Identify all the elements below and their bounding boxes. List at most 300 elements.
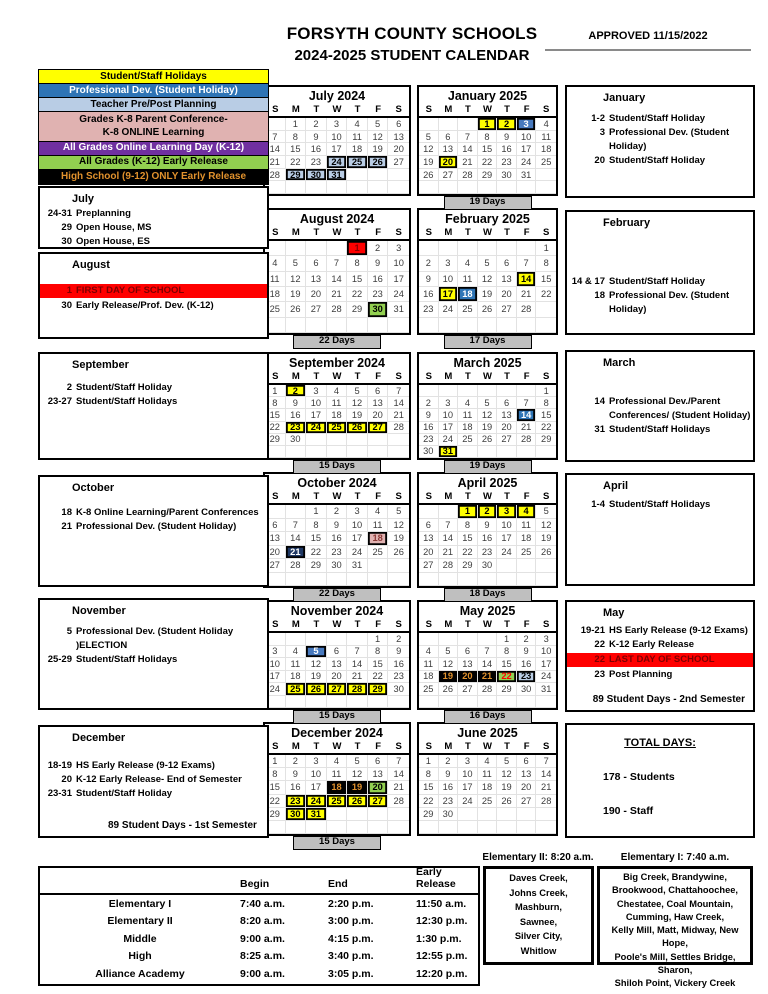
week-row bbox=[419, 422, 556, 434]
calendar-day-cell bbox=[419, 821, 439, 834]
calendar-day-cell: 24 bbox=[536, 671, 556, 684]
calendar-day-cell: 19 bbox=[419, 156, 439, 169]
weekday-label: W bbox=[332, 371, 342, 382]
calendar-day-cell: 30 bbox=[497, 169, 517, 182]
calendar-day-cell: 24 bbox=[388, 287, 409, 302]
week-row bbox=[265, 646, 409, 659]
calendar-day-cell bbox=[347, 318, 368, 333]
note-date: 23-27 bbox=[47, 396, 72, 407]
zone-school-line: Kelly Mill, Matt, Midway, New Hope, bbox=[611, 925, 739, 949]
calendar-day-cell: 19 bbox=[388, 532, 409, 546]
week-row bbox=[419, 181, 556, 194]
note-text: Student/Staff Holiday bbox=[76, 382, 173, 393]
week-row bbox=[265, 658, 409, 671]
calendar-day-cell: 29 bbox=[536, 434, 556, 446]
calendar-day-cell: 5 bbox=[368, 118, 389, 131]
calendar-day-cell: 14 bbox=[265, 143, 286, 156]
calendar-day-cell: 12 bbox=[368, 131, 389, 144]
weekday-label: S bbox=[543, 491, 550, 502]
week-row bbox=[419, 169, 556, 182]
note-row bbox=[40, 520, 267, 534]
calendar-day-cell: 9 bbox=[286, 768, 307, 781]
month-title: July 2024 bbox=[308, 89, 366, 103]
weekday-header-row bbox=[419, 741, 556, 755]
color-legend bbox=[38, 71, 269, 185]
calendar-day-cell: 1 bbox=[458, 505, 478, 519]
calendar-day-cell: 23 bbox=[439, 795, 459, 808]
calendar-day-cell: 18 bbox=[265, 287, 286, 302]
calendar-day-cell: 12 bbox=[497, 768, 517, 781]
calendar-day-cell bbox=[368, 169, 389, 182]
calendar-day-cell: 9 bbox=[497, 131, 517, 144]
note-text: Student/Staff Holidays bbox=[609, 424, 711, 435]
week-row bbox=[419, 755, 556, 768]
weekday-label: S bbox=[543, 619, 550, 630]
calendar-day-cell: 25 bbox=[458, 302, 478, 317]
calendar-day-cell: 23 bbox=[497, 156, 517, 169]
calendar-day-cell bbox=[517, 808, 537, 821]
note-date: 2 bbox=[66, 382, 72, 393]
calendar-day-cell: 10 bbox=[306, 397, 327, 409]
weekday-label: F bbox=[375, 741, 382, 752]
week-row bbox=[265, 272, 409, 287]
legend-label: Grades K-8 Parent Conference- bbox=[79, 114, 228, 126]
weekday-label: W bbox=[483, 619, 492, 630]
totals-staff: 190 - Staff bbox=[603, 805, 654, 817]
calendar-day-cell: 26 bbox=[306, 683, 327, 696]
calendar-day-cell bbox=[327, 573, 348, 587]
calendar-grid bbox=[265, 241, 409, 333]
week-row bbox=[265, 808, 409, 821]
calendar-day-cell: 9 bbox=[306, 131, 327, 144]
weekday-label: T bbox=[354, 371, 361, 382]
page-subtitle: 2024-2025 STUDENT CALENDAR bbox=[294, 47, 530, 64]
calendar-day-cell bbox=[419, 318, 439, 333]
calendar-day-cell: 22 bbox=[368, 671, 389, 684]
weekday-label: F bbox=[523, 491, 530, 502]
approved-stamp: APPROVED 11/15/2022 bbox=[545, 30, 751, 51]
week-row bbox=[265, 505, 409, 519]
note-row bbox=[567, 653, 753, 667]
calendar-day-cell: 31 bbox=[517, 169, 537, 182]
calendar-day-cell: 28 bbox=[458, 169, 478, 182]
calendar-day-cell bbox=[419, 633, 439, 646]
weekday-label: M bbox=[291, 227, 300, 238]
note-row bbox=[40, 221, 267, 235]
calendar-day-cell: 1 bbox=[265, 385, 286, 397]
calendar-day-cell: 15 bbox=[536, 409, 556, 421]
calendar-day-cell bbox=[536, 559, 556, 573]
calendar-day-cell: 5 bbox=[439, 646, 459, 659]
calendar-day-cell bbox=[536, 318, 556, 333]
note-date: 1-4 bbox=[591, 499, 605, 510]
calendar-day-cell: 16 bbox=[368, 272, 389, 287]
calendar-day-cell: 21 bbox=[388, 409, 409, 421]
calendar-day-cell: 28 bbox=[478, 683, 498, 696]
week-row bbox=[265, 118, 409, 131]
day-count-badge: 18 Days bbox=[444, 588, 532, 602]
calendar-day-cell: 2 bbox=[388, 633, 409, 646]
calendar-day-cell bbox=[517, 241, 537, 256]
calendar-day-cell bbox=[306, 318, 327, 333]
calendar-day-cell bbox=[419, 118, 439, 131]
week-row bbox=[265, 256, 409, 271]
calendar-day-cell: 24 bbox=[439, 302, 459, 317]
calendar-grid bbox=[419, 633, 556, 708]
calendar-day-cell: 2 bbox=[327, 505, 348, 519]
calendar-day-cell: 8 bbox=[265, 768, 286, 781]
bell-time-value: 12:20 p.m. bbox=[416, 967, 468, 980]
calendar-day-cell: 31 bbox=[439, 446, 459, 458]
note-text: K-8 Online Learning/Parent Conferences bbox=[76, 507, 259, 518]
note-rows bbox=[567, 498, 753, 512]
calendar-day-cell: 14 bbox=[517, 272, 537, 287]
note-row bbox=[567, 126, 753, 154]
calendar-day-cell: 25 bbox=[368, 546, 389, 560]
calendar-day-cell: 27 bbox=[419, 559, 439, 573]
calendar-day-cell bbox=[439, 633, 459, 646]
calendar-day-cell: 8 bbox=[536, 397, 556, 409]
note-row bbox=[40, 787, 267, 801]
calendar-day-cell: 2 bbox=[286, 755, 307, 768]
weekday-label: F bbox=[523, 741, 530, 752]
week-row bbox=[265, 821, 409, 834]
calendar-day-cell: 12 bbox=[388, 519, 409, 533]
bell-time-value: 9:00 a.m. bbox=[240, 967, 285, 980]
calendar-day-cell: 22 bbox=[536, 287, 556, 302]
calendar-day-cell: 7 bbox=[536, 755, 556, 768]
week-row bbox=[419, 559, 556, 573]
calendar-day-cell: 5 bbox=[388, 505, 409, 519]
weekday-label: M bbox=[444, 104, 453, 115]
weekday-label: T bbox=[504, 104, 510, 115]
day-count-badge: 16 Days bbox=[444, 710, 532, 724]
day-count-badge: 19 Days bbox=[444, 196, 532, 210]
calendar-day-cell: 20 bbox=[517, 781, 537, 794]
calendar-day-cell: 26 bbox=[388, 546, 409, 560]
note-month-title: May bbox=[603, 607, 625, 619]
calendar-day-cell: 6 bbox=[388, 118, 409, 131]
calendar-day-cell: 13 bbox=[306, 272, 327, 287]
zone-school-line: Sawnee, bbox=[519, 916, 558, 927]
calendar-day-cell: 12 bbox=[347, 397, 368, 409]
calendar-day-cell: 20 bbox=[497, 287, 517, 302]
note-box bbox=[38, 186, 269, 249]
zone-school-line: Johns Creek, bbox=[509, 887, 568, 898]
bell-schedule-row bbox=[40, 913, 478, 931]
calendar-day-cell: 4 bbox=[458, 256, 478, 271]
calendar-day-cell bbox=[368, 434, 389, 446]
calendar-day-cell: 19 bbox=[478, 422, 498, 434]
calendar-day-cell: 22 bbox=[419, 795, 439, 808]
note-date: 14 bbox=[594, 396, 605, 407]
note-text: Preplanning bbox=[76, 208, 131, 219]
calendar-day-cell: 10 bbox=[306, 768, 327, 781]
weekday-label: M bbox=[291, 619, 300, 630]
calendar-day-cell: 29 bbox=[419, 808, 439, 821]
calendar-day-cell bbox=[327, 696, 348, 709]
week-row bbox=[265, 143, 409, 156]
note-text: Student/Staff Holiday bbox=[609, 113, 706, 124]
calendar-day-cell: 21 bbox=[536, 781, 556, 794]
bell-school-label: Elementary I bbox=[108, 897, 172, 910]
note-text: Student/Staff Holidays bbox=[76, 654, 178, 665]
calendar-day-cell: 13 bbox=[368, 768, 389, 781]
calendar-day-cell bbox=[517, 318, 537, 333]
totals-box bbox=[565, 723, 755, 838]
calendar-day-cell bbox=[286, 505, 307, 519]
calendar-day-cell: 29 bbox=[368, 683, 389, 696]
weekday-label: M bbox=[291, 741, 300, 752]
weekday-header-row bbox=[265, 371, 409, 385]
note-row bbox=[567, 395, 753, 423]
calendar-day-cell: 28 bbox=[536, 795, 556, 808]
note-text: Professional Dev. (Student Holiday) bbox=[609, 290, 730, 315]
calendar-day-cell: 18 bbox=[478, 781, 498, 794]
calendar-day-cell: 24 bbox=[327, 156, 348, 169]
calendar-day-cell bbox=[419, 696, 439, 709]
week-row bbox=[265, 546, 409, 560]
calendar-day-cell bbox=[517, 559, 537, 573]
calendar-day-cell bbox=[478, 808, 498, 821]
note-date: 23-31 bbox=[47, 788, 72, 799]
week-row bbox=[265, 181, 409, 194]
zone-header: Elementary II: 8:20 a.m. bbox=[482, 852, 594, 863]
calendar-day-cell bbox=[497, 385, 517, 397]
calendar-day-cell: 24 bbox=[439, 434, 459, 446]
note-date: 14 & 17 bbox=[571, 276, 605, 287]
calendar-day-cell: 11 bbox=[458, 272, 478, 287]
calendar-day-cell: 9 bbox=[327, 519, 348, 533]
weekday-label: W bbox=[332, 227, 342, 238]
bell-schedule-row bbox=[40, 930, 478, 948]
calendar-day-cell: 12 bbox=[347, 768, 368, 781]
week-row bbox=[419, 573, 556, 587]
note-row bbox=[40, 284, 267, 298]
calendar-day-cell: 3 bbox=[439, 256, 459, 271]
calendar-day-cell bbox=[306, 434, 327, 446]
calendar-day-cell: 23 bbox=[306, 156, 327, 169]
calendar-day-cell: 11 bbox=[458, 409, 478, 421]
bell-column-header: End bbox=[328, 878, 348, 890]
calendar-day-cell bbox=[306, 446, 327, 458]
week-row bbox=[419, 287, 556, 302]
calendar-day-cell: 28 bbox=[517, 302, 537, 317]
calendar-day-cell: 23 bbox=[286, 795, 307, 808]
calendar-day-cell: 3 bbox=[327, 118, 348, 131]
calendar-day-cell: 28 bbox=[517, 434, 537, 446]
calendar-day-cell bbox=[388, 446, 409, 458]
calendar-day-cell: 10 bbox=[439, 409, 459, 421]
calendar-day-cell: 23 bbox=[368, 287, 389, 302]
calendar-day-cell: 15 bbox=[306, 532, 327, 546]
month-title: November 2024 bbox=[290, 604, 384, 618]
weekday-header-row bbox=[265, 227, 409, 241]
bell-schedule-row bbox=[40, 895, 478, 913]
calendar-day-cell: 1 bbox=[419, 755, 439, 768]
calendar-day-cell: 19 bbox=[286, 287, 307, 302]
week-row bbox=[265, 397, 409, 409]
calendar-day-cell bbox=[478, 633, 498, 646]
week-row bbox=[419, 683, 556, 696]
calendar-day-cell: 24 bbox=[497, 546, 517, 560]
calendar-day-cell: 17 bbox=[439, 422, 459, 434]
note-text: K-12 Early Release- End of Semester bbox=[76, 774, 242, 785]
calendar-day-cell: 18 bbox=[419, 671, 439, 684]
calendar-day-cell bbox=[478, 696, 498, 709]
calendar-day-cell bbox=[439, 318, 459, 333]
calendar-day-cell: 31 bbox=[388, 302, 409, 317]
calendar-day-cell: 18 bbox=[368, 532, 389, 546]
calendar-day-cell bbox=[286, 821, 307, 834]
calendar-day-cell: 17 bbox=[536, 658, 556, 671]
calendar-day-cell: 26 bbox=[286, 302, 307, 317]
calendar-day-cell: 10 bbox=[497, 519, 517, 533]
calendar-day-cell bbox=[306, 181, 327, 194]
month-calendar bbox=[263, 352, 411, 471]
bell-time-value: 1:30 p.m. bbox=[416, 932, 462, 945]
calendar-day-cell: 15 bbox=[265, 781, 286, 794]
calendar-day-cell bbox=[439, 118, 459, 131]
weekday-label: T bbox=[504, 227, 510, 238]
calendar-day-cell: 5 bbox=[536, 505, 556, 519]
day-count-badge: 15 Days bbox=[293, 460, 381, 474]
calendar-day-cell: 1 bbox=[286, 118, 307, 131]
note-rows bbox=[40, 506, 267, 534]
calendar-day-cell: 18 bbox=[458, 287, 478, 302]
calendar-day-cell: 27 bbox=[265, 559, 286, 573]
note-row bbox=[567, 624, 753, 638]
calendar-grid bbox=[265, 633, 409, 708]
calendar-day-cell: 30 bbox=[419, 446, 439, 458]
weekday-header-row bbox=[419, 227, 556, 241]
calendar-day-cell bbox=[497, 318, 517, 333]
calendar-day-cell bbox=[497, 821, 517, 834]
weekday-label: M bbox=[291, 104, 300, 115]
calendar-day-cell: 7 bbox=[388, 385, 409, 397]
calendar-day-cell: 26 bbox=[478, 302, 498, 317]
calendar-day-cell: 22 bbox=[286, 156, 307, 169]
calendar-day-cell: 17 bbox=[517, 143, 537, 156]
calendar-grid bbox=[265, 385, 409, 458]
weekday-label: F bbox=[523, 104, 530, 115]
calendar-day-cell: 14 bbox=[517, 409, 537, 421]
calendar-day-cell bbox=[458, 241, 478, 256]
calendar-day-cell: 19 bbox=[306, 671, 327, 684]
note-text: Student/Staff Holidays bbox=[609, 499, 711, 510]
bell-time-value: 3:40 p.m. bbox=[328, 950, 374, 963]
calendar-day-cell: 15 bbox=[419, 781, 439, 794]
note-row bbox=[567, 498, 753, 512]
bell-time-value: 4:15 p.m. bbox=[328, 932, 374, 945]
calendar-day-cell: 25 bbox=[265, 302, 286, 317]
note-rows bbox=[40, 207, 267, 249]
week-row bbox=[419, 397, 556, 409]
calendar-day-cell: 23 bbox=[388, 671, 409, 684]
calendar-day-cell: 6 bbox=[497, 397, 517, 409]
calendar-day-cell: 18 bbox=[327, 409, 348, 421]
calendar-day-cell bbox=[388, 559, 409, 573]
calendar-day-cell bbox=[327, 181, 348, 194]
day-count-badge: 22 Days bbox=[293, 588, 381, 602]
calendar-day-cell: 4 bbox=[265, 256, 286, 271]
calendar-day-cell: 14 bbox=[536, 768, 556, 781]
note-text: Student/Staff Holidays bbox=[76, 396, 178, 407]
calendar-day-cell: 5 bbox=[478, 397, 498, 409]
month-calendar bbox=[263, 85, 411, 196]
calendar-day-cell: 13 bbox=[419, 532, 439, 546]
weekday-label: T bbox=[354, 227, 361, 238]
calendar-day-cell: 4 bbox=[419, 646, 439, 659]
zone-school-line: Chestatee, Coal Mountain, bbox=[616, 898, 734, 909]
week-row bbox=[419, 131, 556, 144]
calendar-day-cell: 27 bbox=[306, 302, 327, 317]
calendar-day-cell bbox=[388, 696, 409, 709]
week-row bbox=[265, 768, 409, 781]
calendar-day-cell bbox=[517, 821, 537, 834]
calendar-day-cell: 25 bbox=[458, 434, 478, 446]
weekday-label: S bbox=[425, 371, 432, 382]
weekday-label: S bbox=[272, 227, 279, 238]
note-month-title: December bbox=[72, 732, 126, 744]
totals-title: TOTAL DAYS: bbox=[624, 737, 696, 749]
calendar-day-cell: 3 bbox=[265, 646, 286, 659]
weekday-label: F bbox=[523, 619, 530, 630]
calendar-day-cell: 26 bbox=[368, 156, 389, 169]
legend-label: Student/Staff Holidays bbox=[100, 70, 207, 82]
month-title: October 2024 bbox=[297, 476, 377, 490]
calendar-day-cell: 28 bbox=[388, 795, 409, 808]
note-row bbox=[567, 289, 753, 317]
weekday-label: T bbox=[504, 371, 510, 382]
calendar-day-cell: 20 bbox=[388, 143, 409, 156]
weekday-header-row bbox=[419, 619, 556, 633]
calendar-day-cell bbox=[388, 573, 409, 587]
note-row bbox=[40, 759, 267, 773]
calendar-day-cell: 26 bbox=[536, 546, 556, 560]
calendar-day-cell: 5 bbox=[347, 385, 368, 397]
legend-item bbox=[38, 97, 269, 113]
note-date: 1-2 bbox=[591, 113, 605, 124]
page-title: FORSYTH COUNTY SCHOOLS bbox=[286, 24, 538, 43]
calendar-day-cell: 30 bbox=[368, 302, 389, 317]
calendar-day-cell: 11 bbox=[327, 768, 348, 781]
weekday-label: F bbox=[375, 371, 382, 382]
calendar-day-cell: 16 bbox=[327, 532, 348, 546]
calendar-day-cell: 2 bbox=[517, 633, 537, 646]
note-month-title: April bbox=[603, 480, 629, 492]
note-text: Professional Dev. (Student Holiday) bbox=[609, 127, 730, 152]
note-box bbox=[38, 598, 269, 710]
calendar-day-cell: 9 bbox=[439, 768, 459, 781]
zone-school-line: Poole's Mill, Settles Bridge, Sharon, bbox=[614, 951, 736, 976]
calendar-day-cell: 25 bbox=[327, 795, 348, 808]
week-row bbox=[419, 156, 556, 169]
calendar-day-cell: 27 bbox=[517, 795, 537, 808]
calendar-day-cell bbox=[327, 241, 348, 256]
calendar-day-cell: 17 bbox=[347, 532, 368, 546]
calendar-day-cell bbox=[517, 181, 537, 194]
calendar-day-cell bbox=[286, 181, 307, 194]
calendar-day-cell: 19 bbox=[439, 671, 459, 684]
calendar-day-cell: 26 bbox=[478, 434, 498, 446]
title-block bbox=[242, 24, 582, 64]
calendar-day-cell bbox=[388, 434, 409, 446]
calendar-day-cell bbox=[478, 573, 498, 587]
calendar-day-cell: 8 bbox=[368, 646, 389, 659]
calendar-day-cell bbox=[286, 696, 307, 709]
month-title: December 2024 bbox=[291, 726, 383, 740]
